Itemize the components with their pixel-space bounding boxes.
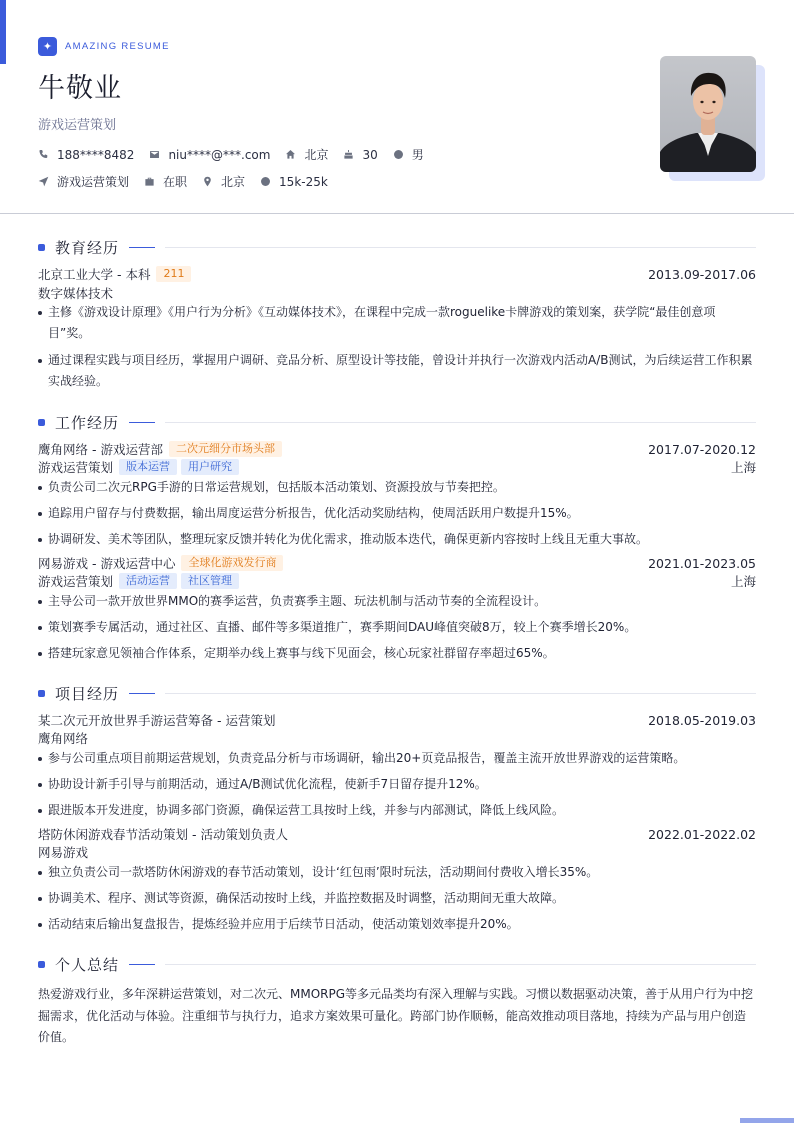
status-item (144, 173, 187, 190)
sparkle-icon: ✦ (38, 37, 57, 56)
section-dot (38, 690, 45, 697)
section-rule-accent (129, 422, 155, 423)
project-org-row (38, 729, 756, 747)
target-city-item (202, 173, 245, 190)
portrait-illustration (660, 56, 756, 172)
role-name: 游戏运营策划 (38, 460, 114, 475)
section-title: 项目经历 (55, 684, 120, 703)
section-dot (38, 244, 45, 251)
work-role-row (38, 458, 756, 476)
project-entry-header (38, 825, 756, 843)
education-bullet: 通过课程实践与项目经历，掌握用户调研、竞品分析、原型设计等技能，曾设计并执行一次游戏内活动A/B测试，为后续运营工作积累实战经验。 (38, 350, 756, 392)
salary-text: 15k-25k (279, 174, 328, 189)
project-org-row (38, 843, 756, 861)
work-period: 2021.01-2023.05 (648, 555, 756, 571)
company-name: 网易游戏 - 游戏运营中心 (38, 556, 176, 571)
project-name: 某二次元开放世界手游运营筹备 - 运营策划 (38, 713, 276, 728)
briefcase-icon (144, 176, 155, 187)
email-item (149, 148, 270, 162)
contact-row-secondary (38, 173, 343, 190)
project-bullet: 协助设计新手引导与前期活动，通过A/B测试优化流程，使新手7日留存提升12%。 (38, 774, 758, 795)
brand-text: AMAZING RESUME (65, 41, 170, 52)
section-title: 个人总结 (55, 955, 120, 974)
project-org: 鹰角网络 (38, 731, 89, 746)
section-rule (165, 693, 756, 694)
work-bullet: 协调研发、美术等团队，整理玩家反馈并转化为优化需求，推动版本迭代，确保更新内容按时上线且无重大事故。 (38, 529, 758, 550)
role-tag: 社区管理 (181, 573, 239, 589)
education-bullet: 主修《游戏设计原理》《用户行为分析》《互动媒体技术》，在课程中完成一款roguelike卡牌游戏的策划案，获学院“最佳创意项目”奖。 (38, 302, 756, 344)
target-role-text: 游戏运营策划 (57, 175, 130, 189)
section-work (38, 412, 756, 432)
work-bullet: 主导公司一款开放世界MMO的赛季运营，负责赛季主题、玩法机制与活动节奏的全流程设计。 (38, 591, 758, 612)
email-text: niu****@***.com (168, 147, 271, 162)
education-major-row (38, 284, 756, 302)
work-period: 2017.07-2020.12 (648, 441, 756, 457)
project-bullet: 协调美术、程序、测试等资源，确保活动按时上线，并监控数据及时调整，活动期间无重大故障。 (38, 888, 758, 909)
project-org: 网易游戏 (38, 845, 89, 860)
section-projects (38, 683, 756, 703)
gender-icon (393, 149, 404, 160)
summary-text: 热爱游戏行业，多年深耕运营策划，对二次元、MMORPG等多元品类均有深入理解与实践。习惯以数据驱动决策，善于从用户行为中挖掘需求，优化活动与体验。注重细节与执行力，追求方案效果可量化。跨部门协作顺畅，能高效推动项目落地，持续为产品与用户创造价值。 (38, 987, 754, 1044)
age-item (343, 148, 377, 162)
major: 数字媒体技术 (38, 286, 114, 301)
school-tag: 211 (156, 266, 191, 282)
target-role-item (38, 173, 129, 190)
header-divider (0, 213, 794, 214)
phone-item (38, 148, 134, 162)
contact-row-primary (38, 146, 439, 163)
section-rule (165, 247, 756, 248)
location-pin-icon (202, 176, 213, 187)
section-title: 工作经历 (55, 413, 120, 432)
age-text: 30 (362, 147, 378, 162)
candidate-name: 牛敬业 (38, 73, 122, 104)
phone-icon (38, 149, 49, 160)
send-icon (38, 176, 49, 187)
section-rule (165, 422, 756, 423)
role-tag: 版本运营 (119, 459, 177, 475)
work-city: 上海 (730, 574, 756, 589)
company-name: 鹰角网络 - 游戏运营部 (38, 442, 163, 457)
status-text: 在职 (163, 175, 188, 189)
project-period: 2022.01-2022.02 (648, 826, 756, 842)
candidate-title: 游戏运营策划 (38, 118, 117, 133)
project-bullet: 活动结束后输出复盘报告，提炼经验并应用于后续节日活动，使活动策划效率提升20%。 (38, 914, 758, 935)
role-tag: 用户研究 (181, 459, 239, 475)
education-period: 2013.09-2017.06 (648, 266, 756, 282)
left-accent-bar (0, 0, 6, 64)
project-bullet: 独立负责公司一款塔防休闲游戏的春节活动策划，设计‘红包雨’限时玩法，活动期间付费收入增长35%。 (38, 862, 758, 883)
salary-icon (260, 176, 271, 187)
section-dot (38, 419, 45, 426)
section-rule (165, 964, 756, 965)
project-bullet: 跟进版本开发进度，协调多部门资源，确保运营工具按时上线，并参与内部测试，降低上线风险。 (38, 800, 758, 821)
section-rule-accent (129, 693, 155, 694)
work-bullet: 负责公司二次元RPG手游的日常运营规划，包括版本活动策划、资源投放与节奏把控。 (38, 477, 758, 498)
company-tag: 二次元细分市场头部 (169, 441, 282, 457)
section-title: 教育经历 (55, 238, 120, 257)
section-summary (38, 954, 756, 974)
work-city: 上海 (730, 460, 756, 475)
work-bullet: 追踪用户留存与付费数据，输出周度运营分析报告，优化活动奖励结构，使周活跃用户数提升15%。 (38, 503, 758, 524)
work-role-row (38, 572, 756, 590)
education-entry (38, 265, 756, 283)
cake-icon (343, 149, 354, 160)
bottom-accent-bar (740, 1118, 794, 1123)
school-name: 北京工业大学 - 本科 (38, 267, 151, 282)
target-city-text: 北京 (221, 175, 246, 189)
role-name: 游戏运营策划 (38, 574, 114, 589)
work-bullet: 策划赛季专属活动，通过社区、直播、邮件等多渠道推广，赛季期间DAU峰值突破8万，较上个赛季增长20%。 (38, 617, 758, 638)
phone-text: 188****8482 (57, 147, 135, 162)
home-icon (285, 149, 296, 160)
section-rule-accent (129, 964, 155, 965)
work-entry-header (38, 554, 756, 572)
mail-icon (149, 149, 160, 160)
resume-header (38, 37, 758, 133)
project-name: 塔防休闲游戏春节活动策划 - 活动策划负责人 (38, 827, 288, 842)
hometown-text: 北京 (304, 148, 329, 162)
section-education (38, 237, 756, 257)
salary-item (260, 175, 328, 189)
section-rule-accent (129, 247, 155, 248)
profile-photo (660, 56, 756, 172)
gender-text: 男 (411, 148, 424, 162)
gender-item (393, 146, 424, 163)
project-entry-header (38, 711, 756, 729)
section-dot (38, 961, 45, 968)
work-bullet: 搭建玩家意见领袖合作体系，定期举办线上赛事与线下见面会，核心玩家社群留存率超过65%。 (38, 643, 758, 664)
company-tag: 全球化游戏发行商 (181, 555, 283, 571)
work-entry-header (38, 440, 756, 458)
project-bullet: 参与公司重点项目前期运营规划，负责竞品分析与市场调研，输出20+页竞品报告，覆盖主流开放世界游戏的运营策略。 (38, 748, 758, 769)
hometown-item (285, 146, 328, 163)
role-tag: 活动运营 (119, 573, 177, 589)
brand (38, 37, 758, 56)
project-period: 2018.05-2019.03 (648, 712, 756, 728)
